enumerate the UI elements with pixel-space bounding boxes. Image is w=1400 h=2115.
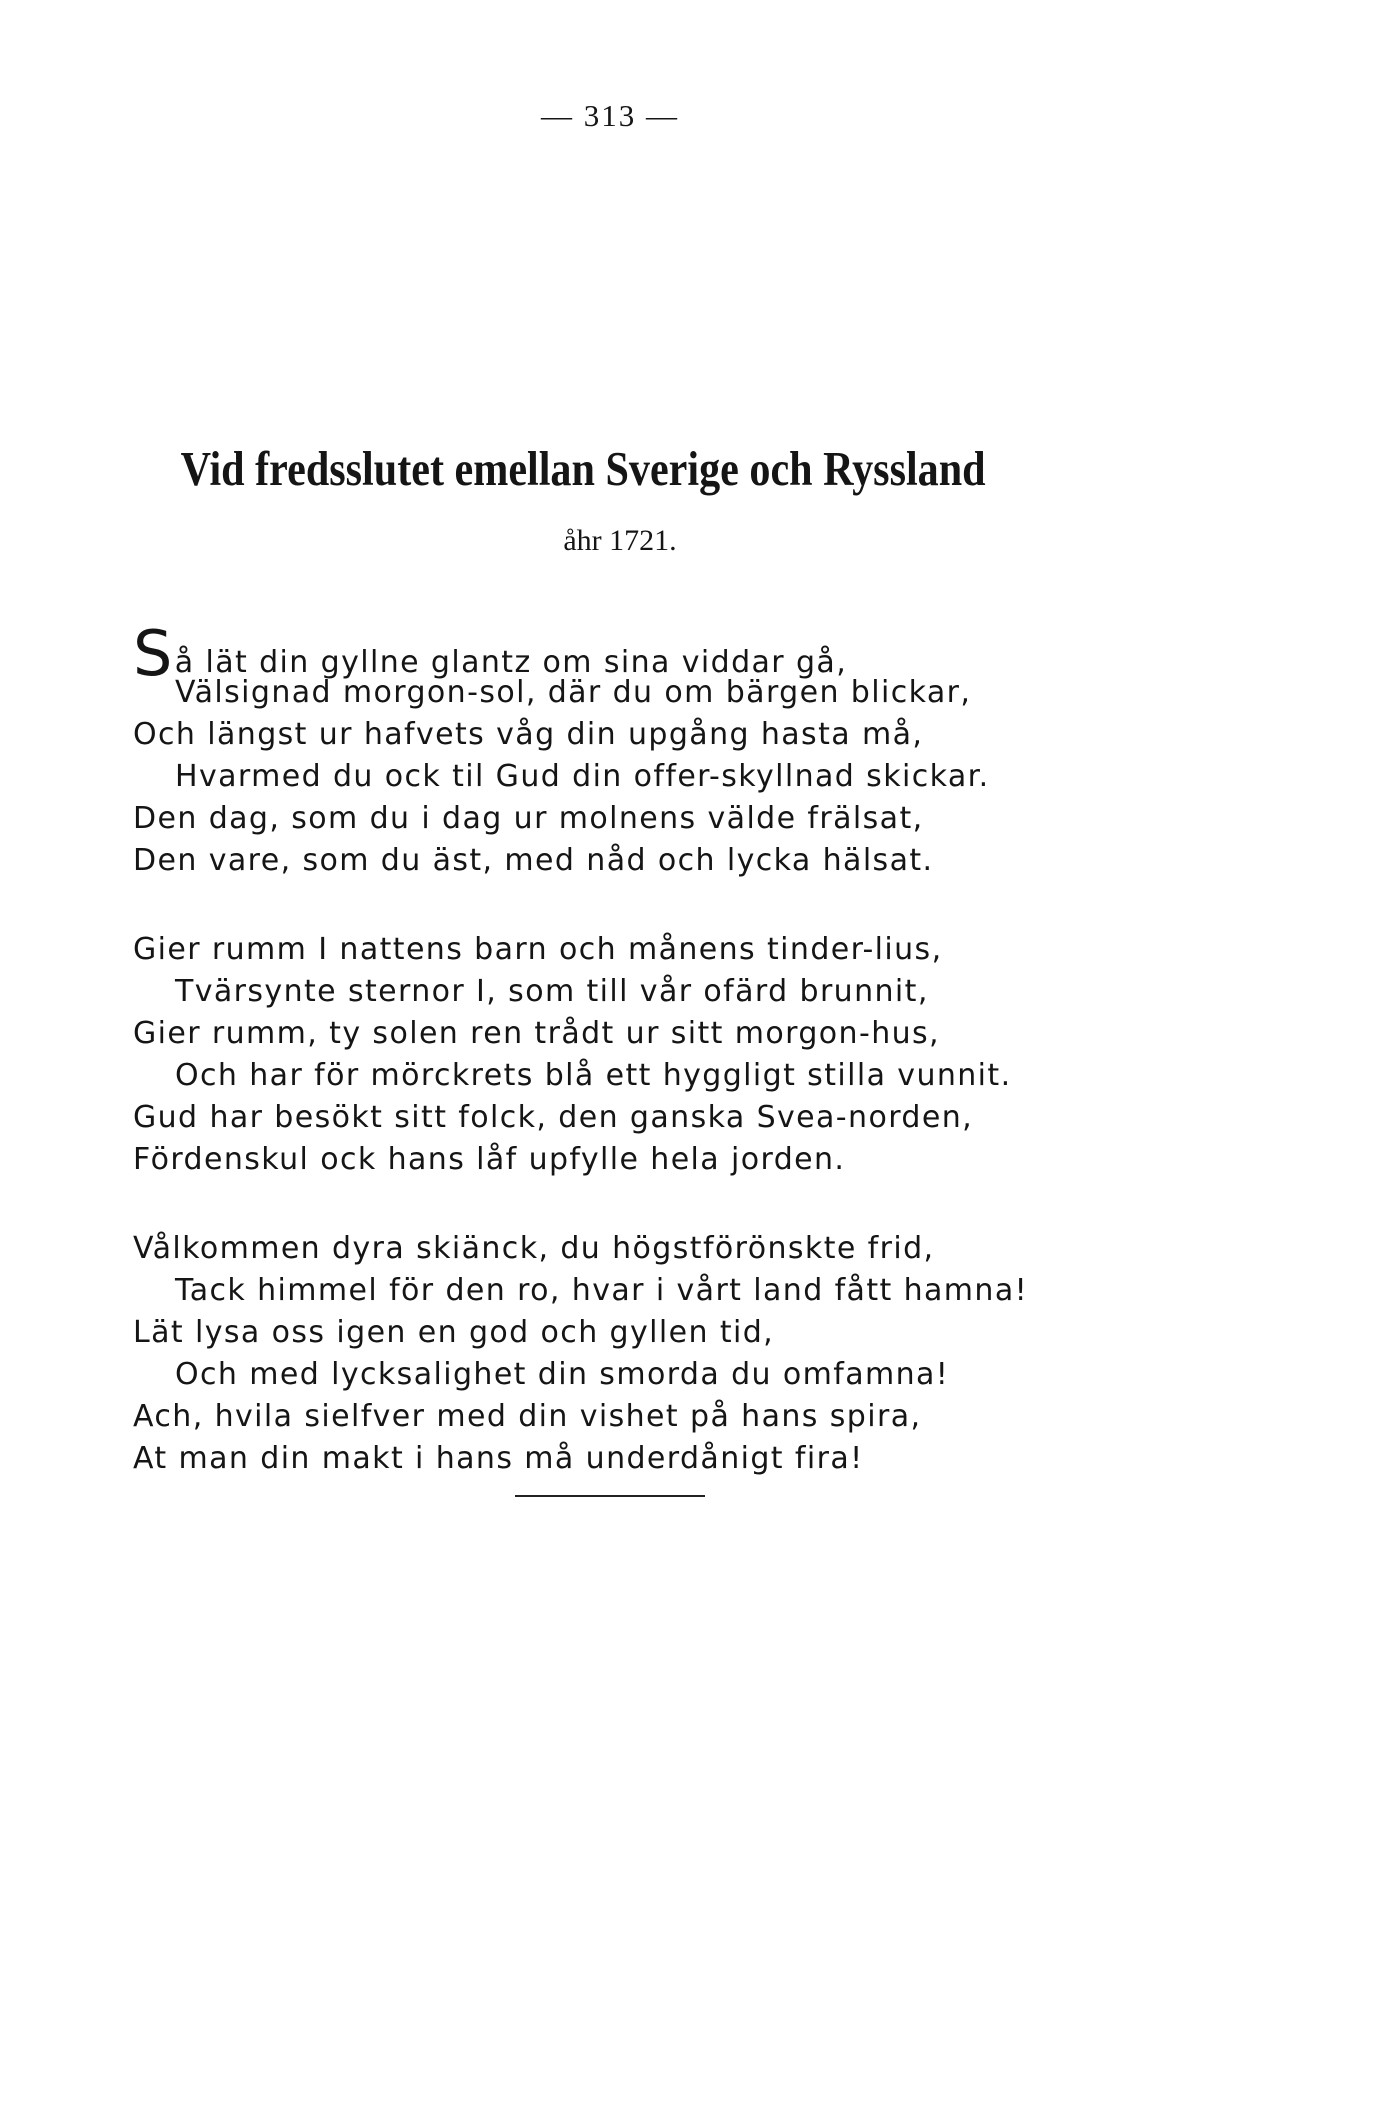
poem-subtitle: åhr 1721. xyxy=(563,524,677,557)
poem-line: Gier rumm I nattens barn och månens tinder-lius, xyxy=(133,932,943,967)
poem-line: Den dag, som du i dag ur molnens välde frälsat, xyxy=(133,801,924,836)
poem-line: Fördenskul ock hans låf upfylle hela jorden. xyxy=(133,1142,846,1177)
poem-line: Och längst ur hafvets våg din upgång hasta må, xyxy=(133,717,924,752)
poem-line: Tvärsynte sternor I, som till vår ofärd brunnit, xyxy=(175,974,929,1009)
poem-line: Välsignad morgon-sol, där du om bärgen blickar, xyxy=(175,675,972,710)
poem-line: Gier rumm, ty solen ren trådt ur sitt morgon-hus, xyxy=(133,1016,940,1051)
stanza-1 xyxy=(133,617,1333,882)
closing-rule xyxy=(515,1495,705,1497)
poem-title: Vid fredsslutet emellan Sverige och Ryssland xyxy=(180,441,986,496)
stanza-3 xyxy=(133,1228,1333,1480)
stanza-2 xyxy=(133,929,1333,1181)
poem-line: Gud har besökt sitt folck, den ganska Svea-norden, xyxy=(133,1100,974,1135)
poem-line: Den vare, som du äst, med nåd och lycka hälsat. xyxy=(133,843,934,878)
poem-line: At man din makt i hans må underdånigt fira! xyxy=(133,1441,864,1476)
poem-line-first xyxy=(133,617,1333,690)
poem-line: Tack himmel för den ro, hvar i vårt land fått hamna! xyxy=(175,1273,1029,1308)
poem-line-text: å lät din gyllne glantz om sina viddar gå, xyxy=(174,645,848,680)
poem-line: Ach, hvila sielfver med din vishet på hans spira, xyxy=(133,1399,922,1434)
page-number: — 313 — xyxy=(541,98,679,133)
poem-line: Och med lycksalighet din smorda du omfamna! xyxy=(175,1357,950,1392)
poem-line: Vålkommen dyra skiänck, du högstförönskte frid, xyxy=(133,1231,935,1266)
poem-line: Lät lysa oss igen en god och gyllen tid, xyxy=(133,1315,775,1350)
poem-line: Hvarmed du ock til Gud din offer-skyllnad skickar. xyxy=(175,759,990,794)
poem-line: Och har för mörckrets blå ett hyggligt stilla vunnit. xyxy=(175,1058,1012,1093)
poem-body xyxy=(133,617,1333,1527)
drop-cap: S xyxy=(133,617,174,690)
